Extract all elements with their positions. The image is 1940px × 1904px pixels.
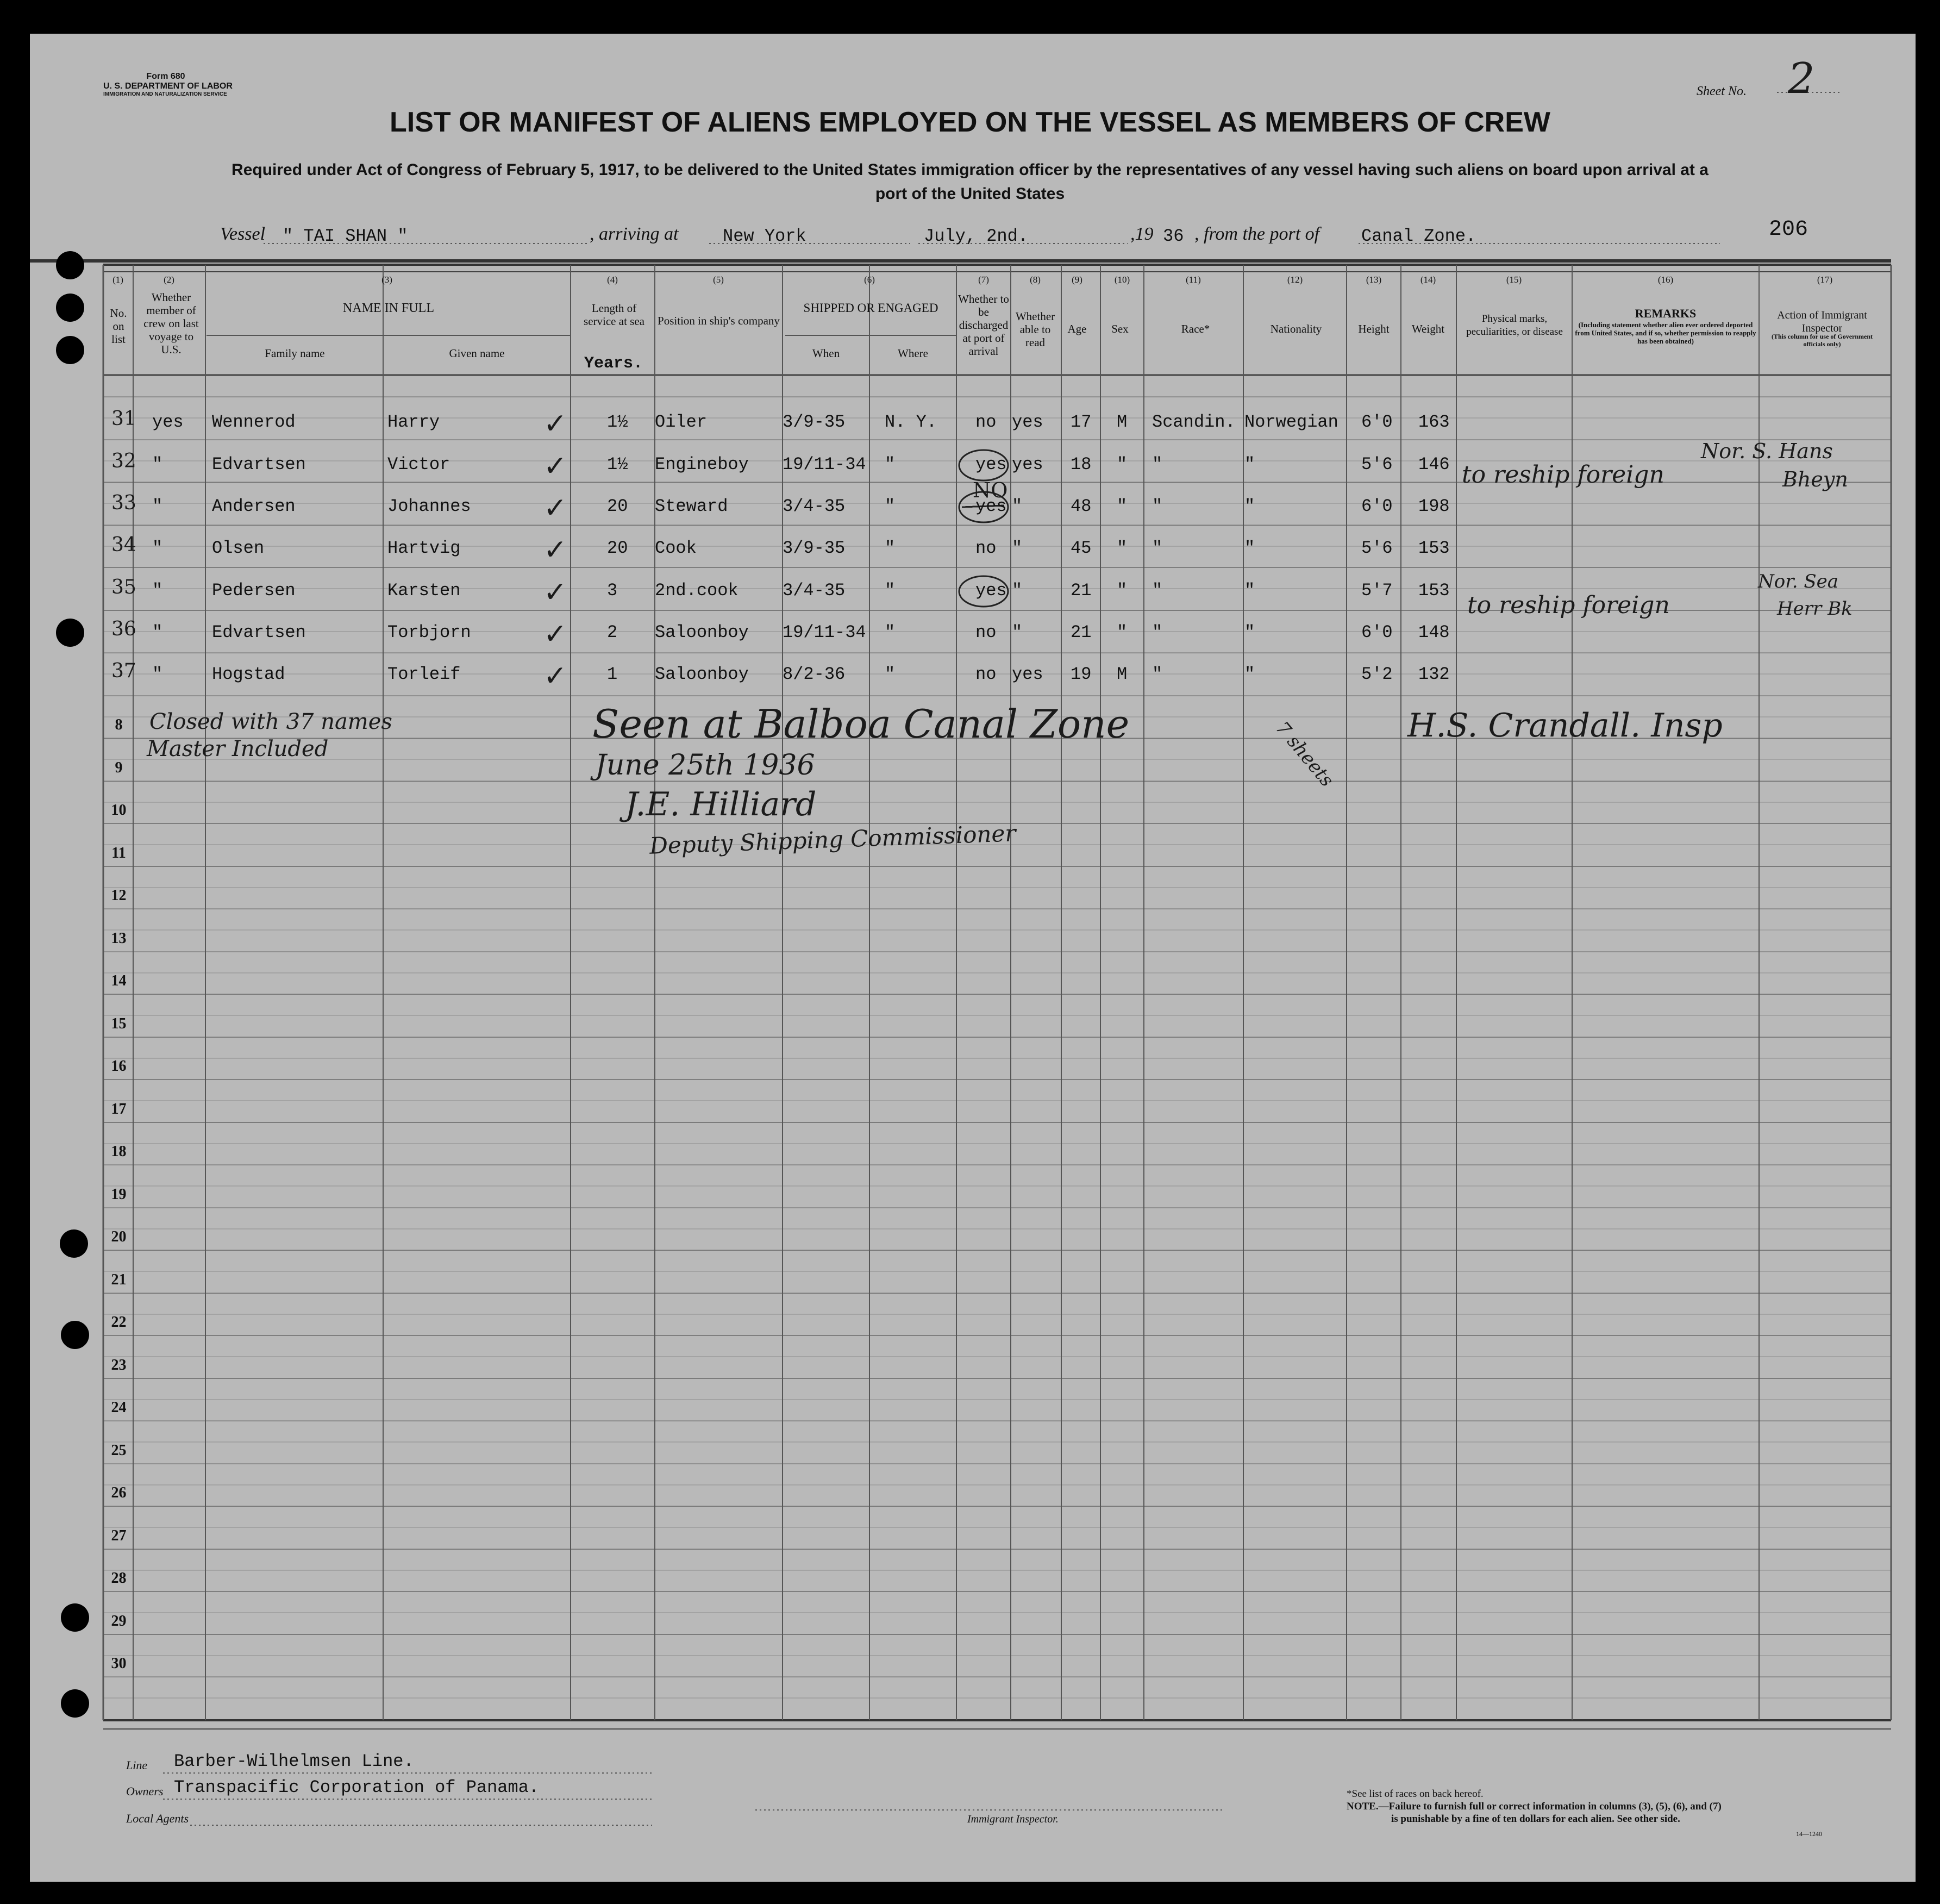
remark-row-35: to reship foreign (1467, 591, 1670, 619)
column-number: (15) (1506, 274, 1522, 285)
cell-weight: 163 (1418, 412, 1450, 432)
column-number: (17) (1817, 274, 1833, 285)
cell-given: Torbjorn (387, 622, 471, 642)
col-header-last-voyage: Whether member of crew on last voyage to U.S. (143, 291, 199, 356)
cell-family: Pedersen (212, 580, 296, 601)
cell-discharge: yes (975, 496, 1007, 516)
from-port-label: , from the port of (1194, 224, 1320, 244)
cell-weight: 148 (1418, 622, 1450, 642)
cell-discharge: yes (975, 454, 1007, 475)
cell-no: 33 (111, 492, 136, 514)
row-number: 30 (111, 1655, 127, 1672)
cell-last-voyage: yes (152, 412, 184, 432)
cell-service: 1 (607, 664, 618, 684)
cell-family: Hogstad (212, 664, 285, 684)
row-number: 12 (111, 887, 127, 904)
row-number: 27 (111, 1527, 127, 1544)
cell-age: 45 (1071, 538, 1092, 558)
binder-hole (56, 336, 84, 364)
cell-discharge: yes (975, 580, 1007, 601)
column-number: (4) (607, 274, 618, 285)
closed-note-line1: Closed with 37 names (149, 709, 392, 734)
row-number: 20 (111, 1228, 127, 1245)
cell-given: Harry (387, 412, 440, 432)
col-header-sex: Sex (1111, 322, 1129, 335)
cell-where: " (885, 664, 896, 684)
col-header-action-note: (This column for use of Government officials only) (1771, 333, 1873, 348)
print-code: 14—1240 (1796, 1830, 1822, 1838)
cell-family: Edvartsen (212, 454, 306, 475)
row-number: 11 (111, 844, 126, 862)
cell-when: 19/11-34 (783, 454, 866, 475)
column-number: (6) (864, 274, 875, 285)
cell-sex: " (1117, 538, 1128, 558)
col-header-given-name: Given name (449, 347, 505, 360)
cell-nationality: " (1244, 496, 1255, 516)
col-header-where: Where (898, 347, 928, 360)
binder-hole (61, 1321, 89, 1349)
column-number: (8) (1030, 274, 1041, 285)
cell-height: 5'6 (1361, 538, 1393, 558)
cell-no: 37 (111, 660, 136, 682)
col-header-family-name: Family name (265, 347, 325, 360)
cell-last-voyage: " (152, 664, 163, 684)
page-subtitle-2: port of the United States (875, 185, 1065, 203)
local-agents-label: Local Agents (126, 1812, 189, 1825)
binder-hole (60, 1229, 88, 1258)
row-number: 9 (115, 759, 123, 776)
cell-discharge: no (975, 538, 997, 558)
cell-height: 5'7 (1361, 580, 1393, 601)
row-number: 23 (111, 1356, 127, 1374)
col-header-discharge: Whether to be discharged at port of arrival (958, 292, 1009, 358)
cell-service: 20 (607, 538, 628, 558)
cell-last-voyage: " (152, 538, 163, 558)
arrival-date: July, 2nd. (924, 226, 1029, 246)
column-number: (10) (1114, 274, 1130, 285)
col-header-height: Height (1358, 322, 1390, 335)
cell-sex: " (1117, 622, 1128, 642)
cell-no: 35 (111, 576, 136, 598)
cell-position: Oiler (655, 412, 708, 432)
cell-where: " (885, 580, 896, 601)
cell-where: " (885, 538, 896, 558)
cell-position: Saloonboy (655, 664, 749, 684)
cell-when: 19/11-34 (783, 622, 866, 642)
binder-hole (56, 294, 84, 322)
col-header-shipped: SHIPPED OR ENGAGED (803, 301, 938, 315)
cell-no: 36 (111, 618, 136, 640)
cell-no: 32 (111, 450, 136, 472)
cell-age: 18 (1071, 454, 1092, 475)
races-note: *See list of races on back hereof. (1347, 1788, 1484, 1800)
cell-weight: 153 (1418, 580, 1450, 601)
cell-given: Karsten (387, 580, 461, 601)
cell-given: Johannes (387, 496, 471, 516)
row-number: 19 (111, 1185, 127, 1203)
cell-check: ✓ (543, 492, 567, 525)
row-number: 8 (115, 716, 123, 733)
seen-at-line: Seen at Balboa Canal Zone (592, 701, 1130, 747)
cell-position: Steward (655, 496, 728, 516)
remark-row-35-vessel: Nor. Sea (1758, 571, 1839, 592)
col-header-when: When (812, 347, 840, 360)
column-number: (11) (1186, 274, 1201, 285)
cell-nationality: " (1244, 664, 1255, 684)
year-prefix: ,19 (1130, 224, 1154, 244)
cell-no: 34 (111, 534, 136, 556)
seen-date: June 25th 1936 (595, 749, 815, 782)
col-header-remarks: REMARKS (1635, 307, 1697, 320)
row-number: 10 (111, 802, 127, 819)
remark-row-32-vessel: Nor. S. Hans (1701, 439, 1833, 463)
remark-row-32: to reship foreign (1462, 461, 1664, 489)
cell-family: Andersen (212, 496, 296, 516)
cell-read: " (1012, 622, 1023, 642)
col-header-physical: Physical marks, peculiarities, or disease (1466, 313, 1563, 338)
cell-height: 6'0 (1361, 496, 1393, 516)
cell-age: 48 (1071, 496, 1092, 516)
sheets-note: 7 sheets (1271, 717, 1338, 791)
owners-value: Transpacific Corporation of Panama. (174, 1777, 540, 1797)
col-header-read: Whether able to read (1015, 310, 1055, 349)
row-number: 17 (111, 1100, 127, 1118)
cell-weight: 146 (1418, 454, 1450, 475)
cell-height: 5'2 (1361, 664, 1393, 684)
column-number: (1) (112, 274, 123, 285)
binder-hole (56, 251, 84, 279)
departure-port: Canal Zone. (1361, 226, 1476, 246)
cell-service: 3 (607, 580, 618, 601)
cell-family: Edvartsen (212, 622, 306, 642)
cell-read: yes (1012, 412, 1043, 432)
department-label: U. S. DEPARTMENT OF LABOR (103, 82, 233, 91)
column-number: (16) (1657, 274, 1674, 285)
cell-discharge: no (975, 412, 997, 432)
cell-check: ✓ (543, 618, 567, 651)
cell-family: Olsen (212, 538, 265, 558)
cell-race: " (1152, 622, 1163, 642)
column-number: (13) (1366, 274, 1382, 285)
cell-where: N. Y. (885, 412, 937, 432)
cell-nationality: Norwegian (1244, 412, 1338, 432)
cell-read: " (1012, 496, 1023, 516)
row-number: 21 (111, 1271, 127, 1288)
penalty-note: NOTE.—Failure to furnish full or correct information in columns (3), (5), (6), and (7) (1347, 1801, 1722, 1812)
line-label: Line (126, 1758, 148, 1772)
row-number: 26 (111, 1484, 127, 1501)
cell-race: Scandin. (1152, 412, 1236, 432)
col-header-no: No. on list (110, 307, 127, 346)
cell-height: 6'0 (1361, 622, 1393, 642)
cell-where: " (885, 496, 896, 516)
immigrant-inspector-label: Immigrant Inspector. (967, 1813, 1059, 1825)
cell-sex: M (1117, 664, 1128, 684)
cell-weight: 198 (1418, 496, 1450, 516)
vessel-label: Vessel (220, 224, 266, 244)
cell-where: " (885, 454, 896, 475)
cell-service: 1½ (607, 412, 628, 432)
row-number: 22 (111, 1314, 127, 1331)
col-header-action: Action of Immigrant Inspector (1777, 309, 1867, 334)
cell-sex: " (1117, 580, 1128, 601)
year-value: 36 (1163, 226, 1184, 246)
sheet-number-label: Sheet No. (1697, 84, 1747, 98)
row-number: 13 (111, 929, 127, 947)
cell-race: " (1152, 496, 1163, 516)
penalty-note-2: is punishable by a fine of ten dollars for each alien. See other side. (1391, 1813, 1680, 1825)
cell-position: Saloonboy (655, 622, 749, 642)
cell-read: " (1012, 580, 1023, 601)
cell-race: " (1152, 538, 1163, 558)
col-header-weight: Weight (1411, 322, 1445, 335)
inspector-signature: H.S. Crandall. Insp (1407, 707, 1723, 745)
cell-family: Wennerod (212, 412, 296, 432)
cell-last-voyage: " (152, 496, 163, 516)
column-number: (14) (1420, 274, 1436, 285)
cell-check: ✓ (543, 660, 567, 692)
cell-sex: " (1117, 454, 1128, 475)
cell-position: Engineboy (655, 454, 749, 475)
cell-weight: 132 (1418, 664, 1450, 684)
cell-nationality: " (1244, 622, 1255, 642)
line-value: Barber-Wilhelmsen Line. (174, 1751, 414, 1771)
cell-nationality: " (1244, 454, 1255, 475)
cell-race: " (1152, 454, 1163, 475)
page-title: LIST OR MANIFEST OF ALIENS EMPLOYED ON THE VESSEL AS MEMBERS OF CREW (390, 107, 1550, 138)
column-number: (7) (978, 274, 989, 285)
row-number: 29 (111, 1612, 127, 1630)
cell-last-voyage: " (152, 454, 163, 475)
vessel-name: " TAI SHAN " (283, 226, 408, 246)
remark-row-32-vessel-2: Bheyn (1782, 467, 1848, 491)
page-subtitle: Required under Act of Congress of February 5, 1917, to be delivered to the United States immigration officer by the representatives of any vessel having such aliens on board upon arrival at a (231, 161, 1709, 179)
cell-sex: " (1117, 496, 1128, 516)
cell-given: Torleif (387, 664, 461, 684)
cell-read: yes (1012, 454, 1043, 475)
column-number: (9) (1072, 274, 1082, 285)
correction-no: NO (973, 478, 1008, 502)
cell-given: Hartvig (387, 538, 461, 558)
cell-when: 3/4-35 (783, 496, 846, 516)
cell-where: " (885, 622, 896, 642)
arriving-label: , arriving at (590, 224, 679, 244)
binder-hole (61, 1689, 89, 1718)
closed-note-line2: Master Included (147, 736, 329, 761)
remark-row-35-vessel-2: Herr Bk (1777, 598, 1853, 620)
row-number: 14 (111, 972, 127, 989)
row-number: 24 (111, 1399, 127, 1416)
cell-discharge: no (975, 622, 997, 642)
cell-age: 19 (1071, 664, 1092, 684)
row-number: 28 (111, 1570, 127, 1587)
row-number: 25 (111, 1441, 127, 1459)
col-header-service: Length of service at sea (584, 302, 644, 328)
col-header-remarks-note: (Including statement whether alien ever ordered deported from United States, and if so, whether permission to reapply has been obtained) (1575, 321, 1756, 345)
cell-position: Cook (655, 538, 697, 558)
cell-service: 1½ (607, 454, 628, 475)
commissioner-signature: J.E. Hilliard (625, 785, 817, 823)
service-label: IMMIGRATION AND NATURALIZATION SERVICE (103, 91, 227, 97)
col-header-name: NAME IN FULL (343, 301, 434, 315)
cell-race: " (1152, 664, 1163, 684)
col-header-position: Position in ship's company (658, 314, 780, 327)
cell-when: 8/2-36 (783, 664, 846, 684)
owners-label: Owners (126, 1784, 164, 1798)
col-header-nationality: Nationality (1270, 322, 1322, 335)
column-number: (12) (1287, 274, 1303, 285)
cell-when: 3/9-35 (783, 538, 846, 558)
cell-discharge: no (975, 664, 997, 684)
cell-given: Victor (387, 454, 450, 475)
cell-race: " (1152, 580, 1163, 601)
cell-last-voyage: " (152, 622, 163, 642)
cell-check: ✓ (543, 408, 567, 440)
cell-when: 3/4-35 (783, 580, 846, 601)
binder-hole (61, 1603, 89, 1632)
cell-height: 5'6 (1361, 454, 1393, 475)
cell-weight: 153 (1418, 538, 1450, 558)
cell-check: ✓ (543, 450, 567, 483)
cell-check: ✓ (543, 576, 567, 609)
cell-no: 31 (111, 408, 136, 430)
cell-nationality: " (1244, 538, 1255, 558)
cell-sex: M (1117, 412, 1128, 432)
cell-age: 21 (1071, 580, 1092, 601)
arrival-port: New York (723, 226, 806, 246)
cell-nationality: " (1244, 580, 1255, 601)
cell-read: " (1012, 538, 1023, 558)
form-number: Form 680 (146, 72, 185, 81)
binder-hole (56, 619, 84, 647)
cell-read: yes (1012, 664, 1043, 684)
cell-when: 3/9-35 (783, 412, 846, 432)
sheet-number-value: 2 (1788, 54, 1815, 103)
cell-service: 2 (607, 622, 618, 642)
cell-check: ✓ (543, 534, 567, 566)
cell-age: 17 (1071, 412, 1092, 432)
column-number: (3) (381, 274, 392, 285)
cell-position: 2nd.cook (655, 580, 739, 601)
col-header-age: Age (1067, 322, 1087, 335)
row-number: 16 (111, 1058, 127, 1075)
row-number: 18 (111, 1143, 127, 1160)
row-number: 15 (111, 1015, 127, 1032)
cell-age: 21 (1071, 622, 1092, 642)
cell-service: 20 (607, 496, 628, 516)
column-number: (2) (164, 274, 174, 285)
stamp-number: 206 (1769, 217, 1808, 242)
cell-last-voyage: " (152, 580, 163, 601)
col-header-years: Years. (584, 354, 643, 373)
col-header-race: Race* (1181, 322, 1210, 335)
cell-height: 6'0 (1361, 412, 1393, 432)
column-number: (5) (713, 274, 724, 285)
commissioner-title: Deputy Shipping Commissioner (649, 820, 1017, 859)
